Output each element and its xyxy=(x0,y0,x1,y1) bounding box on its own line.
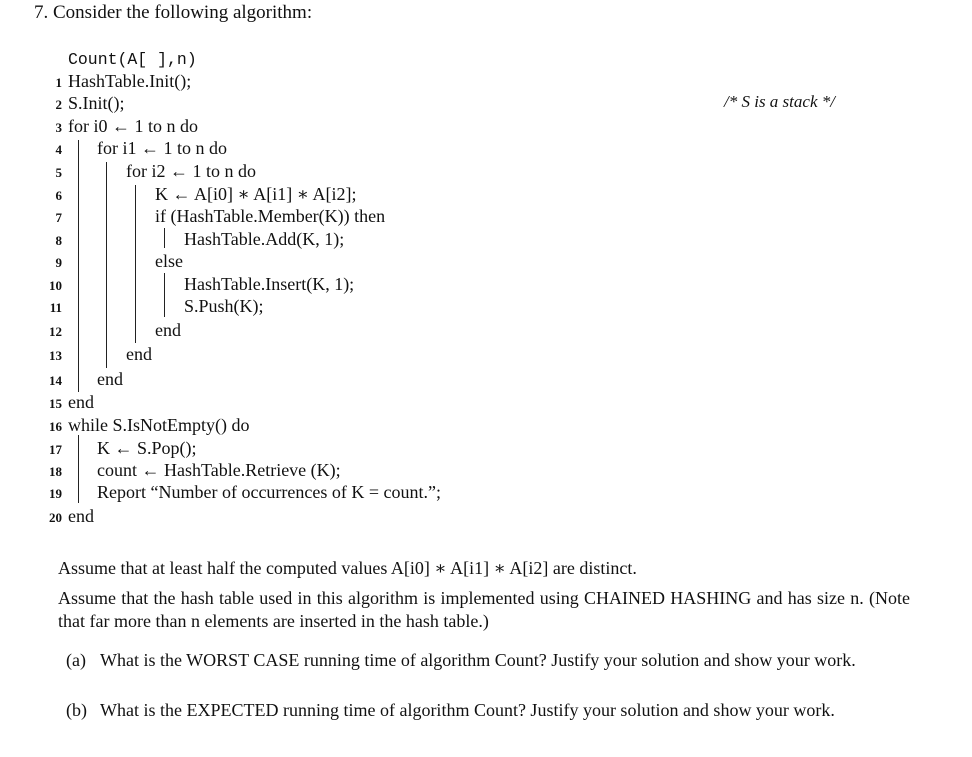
code-line: HashTable.Init(); xyxy=(68,71,192,91)
part-a xyxy=(66,649,906,672)
question-title: 7. Consider the following algorithm: xyxy=(34,2,313,23)
code-line: for i1 ← 1 to n do xyxy=(97,138,227,158)
code-line: K ← A[i0] ∗ A[i1] ∗ A[i2]; xyxy=(155,184,357,204)
algorithm-signature: Count(A[ ],n) xyxy=(68,50,197,69)
line-number: 9 xyxy=(55,255,62,270)
line-number: 8 xyxy=(55,233,62,248)
code-line: else xyxy=(155,251,183,271)
code-line: for i0 ← 1 to n do xyxy=(68,116,198,136)
code-line: count ← HashTable.Retrieve (K); xyxy=(97,460,341,480)
code-line: end xyxy=(155,320,181,340)
code-line: HashTable.Insert(K, 1); xyxy=(184,274,355,294)
line-number: 10 xyxy=(49,278,62,293)
assumption-2: Assume that the hash table used in this algorithm is implemented using CHAINED HASHING and has size n. (Note that far more than n elements are inserted in the hash table.) xyxy=(58,588,910,631)
part-a-text: What is the WORST CASE running time of algorithm Count? Justify your solution and show your work. xyxy=(100,650,856,670)
line-number: 18 xyxy=(49,464,62,479)
algorithm-comment: /* S is a stack */ xyxy=(724,92,835,111)
scope-bar-while xyxy=(78,435,79,503)
line-number: 7 xyxy=(55,210,62,225)
line-number: 15 xyxy=(49,396,62,411)
code-line: for i2 ← 1 to n do xyxy=(126,161,256,181)
line-number: 5 xyxy=(55,165,62,180)
line-number: 19 xyxy=(49,486,62,501)
line-number: 12 xyxy=(49,324,62,339)
code-line: S.Push(K); xyxy=(184,296,264,316)
line-number: 20 xyxy=(49,510,62,525)
scope-bar-then xyxy=(164,228,165,248)
line-number: 13 xyxy=(49,348,62,363)
line-number: 17 xyxy=(49,442,62,457)
line-number: 11 xyxy=(49,300,62,315)
part-b-label: (b) xyxy=(66,700,87,720)
code-line: Report “Number of occurrences of K = count.”; xyxy=(97,482,442,502)
line-number: 4 xyxy=(55,142,62,157)
line-number: 6 xyxy=(55,188,62,203)
line-number: 3 xyxy=(55,120,62,135)
code-line: end xyxy=(126,344,152,364)
scope-bar-for-i1 xyxy=(106,162,107,368)
code-line: while S.IsNotEmpty() do xyxy=(68,415,250,435)
code-line: end xyxy=(68,392,94,412)
scope-bar-for-i0 xyxy=(78,140,79,392)
scope-bar-else xyxy=(164,273,165,317)
line-number: 2 xyxy=(55,97,62,112)
code-line: S.Init(); xyxy=(68,93,125,113)
code-line: end xyxy=(68,506,94,526)
line-number: 14 xyxy=(49,373,62,388)
part-b xyxy=(66,699,906,722)
scope-bar-for-i2 xyxy=(135,185,136,343)
part-b-text: What is the EXPECTED running time of algorithm Count? Justify your solution and show your work. xyxy=(100,700,835,720)
part-a-label: (a) xyxy=(66,650,86,670)
assumption-1: Assume that at least half the computed values A[i0] ∗ A[i1] ∗ A[i2] are distinct. xyxy=(58,558,637,578)
code-line: HashTable.Add(K, 1); xyxy=(184,229,345,249)
code-line: if (HashTable.Member(K)) then xyxy=(155,206,386,226)
line-number: 1 xyxy=(55,75,62,90)
code-line: K ← S.Pop(); xyxy=(97,438,197,458)
line-number: 16 xyxy=(49,419,62,434)
code-line: end xyxy=(97,369,123,389)
